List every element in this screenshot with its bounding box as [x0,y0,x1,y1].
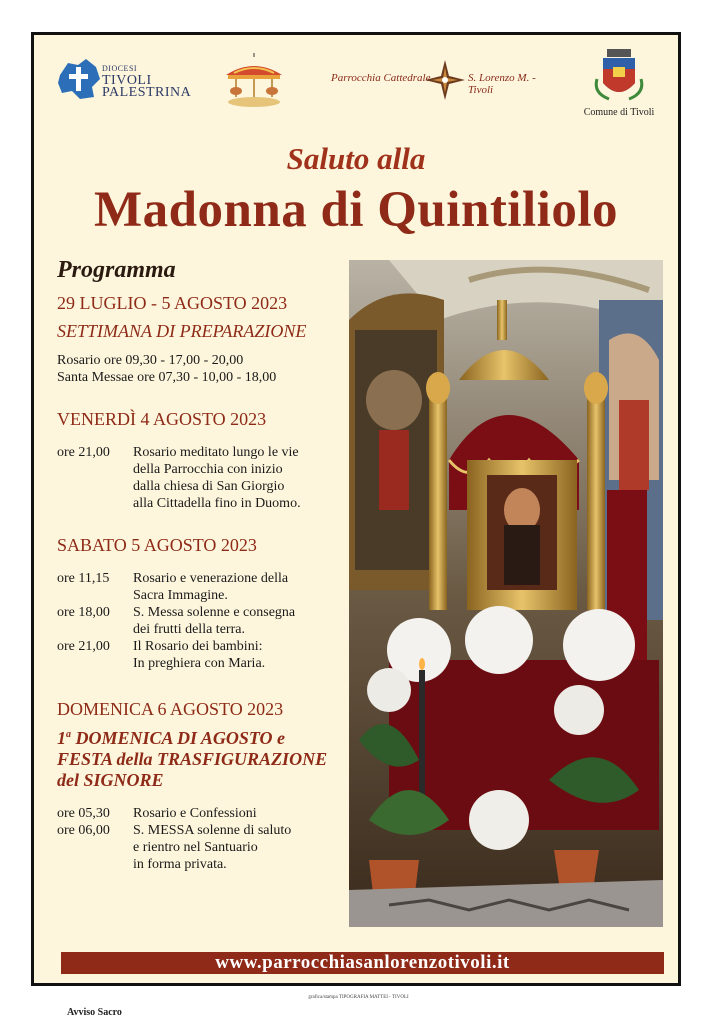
section1-line1: Rosario ore 09,30 - 17,00 - 20,00 [57,353,244,368]
item-desc-line: Il Rosario dei bambini: [133,639,263,654]
item-desc-line: alla Cittadella fino in Duomo. [133,496,301,511]
section1-line2: Santa Messae ore 07,30 - 10,00 - 18,00 [57,370,277,385]
diocese-map-icon [56,57,102,101]
list-item [57,805,357,822]
item-desc [133,638,357,672]
program-column [57,257,357,873]
item-desc-line: dalla chiesa di San Giorgio [133,479,285,494]
section3-heading: SABATO 5 AGOSTO 2023 [57,535,257,555]
item-desc-line: della Parrocchia con inizio [133,462,283,477]
cathedral-left-label: Parrocchia Cattedrale [331,72,431,84]
section1-subtitle: SETTIMANA DI PREPARAZIONE [57,321,307,341]
comune-label: Comune di Tivoli [583,107,655,118]
item-time: ore 06,00 [57,823,110,838]
section4-sub-sup: a [66,729,71,740]
madonna-altar-photo [349,260,663,927]
item-time: ore 21,00 [57,639,110,654]
diocesi-line2: PALESTRINA [102,85,192,100]
compass-star-icon [424,59,466,101]
avviso-sacro-label: Avviso Sacro [67,1007,122,1018]
list-item [57,638,357,672]
website-banner: www.parrocchiasanlorenzotivoli.it [61,952,664,974]
item-time: ore 11,15 [57,571,110,586]
section1-heading: 29 LUGLIO - 5 AGOSTO 2023 [57,293,288,313]
list-item [57,570,357,604]
item-time: ore 21,00 [57,445,110,460]
item-desc-line: Rosario e Confessioni [133,806,257,821]
coat-of-arms-icon [579,49,659,105]
cathedral-logo [326,55,561,105]
item-desc-line: S. MESSA solenne di saluto [133,823,292,838]
logo-bar [34,35,678,125]
carousel-logo [214,53,294,111]
section2-heading: VENERDÌ 4 AGOSTO 2023 [57,409,267,429]
item-desc-line: S. Messa solenne e consegna [133,605,296,620]
diocesi-text [102,63,191,99]
comune-logo [579,49,659,129]
list-item [57,444,357,512]
item-desc-line: dei frutti della terra. [133,622,245,637]
section4-sub-num: 1 [57,728,66,748]
diocesi-small-label: DIOCESI [102,64,138,73]
item-desc-line: Rosario meditato lungo le vie [133,445,299,460]
item-desc [133,805,357,822]
item-desc [133,822,357,873]
diocesi-line1: TIVOLI [102,73,152,88]
item-desc [133,570,357,604]
item-time: ore 05,30 [57,806,110,821]
diocesi-logo [56,55,192,105]
carousel-icon [214,53,294,111]
item-desc-line: Sacra Immagine. [133,588,228,603]
section4-subtitle [57,724,357,791]
item-desc [133,604,357,638]
title-line2: Madonna di Quintiliolo [94,182,618,238]
section4-sub1: DOMENICA DI AGOSTO e [75,728,286,748]
section4-sub3: del SIGNORE [57,770,164,790]
list-item [57,822,357,873]
item-time: ore 18,00 [57,605,110,620]
item-desc [133,444,357,512]
list-item [57,604,357,638]
section4-heading: DOMENICA 6 AGOSTO 2023 [57,699,284,719]
programma-heading: Programma [57,257,176,283]
item-desc-line: Rosario e venerazione della [133,571,289,586]
item-desc-line: e rientro nel Santuario [133,840,258,855]
section4-sub2: FESTA della TRASFIGURAZIONE [57,749,328,769]
item-desc-line: In preghiera con Maria. [133,656,266,671]
print-credit: grafica/stampa TIPOGRAFIA MATTEI - TIVOLI [308,995,409,1000]
title-line1: Saluto alla [286,141,426,176]
altar-illustration [349,260,663,927]
item-desc-line: in forma privata. [133,857,227,872]
cathedral-right-label: S. Lorenzo M. - Tivoli [468,72,536,96]
